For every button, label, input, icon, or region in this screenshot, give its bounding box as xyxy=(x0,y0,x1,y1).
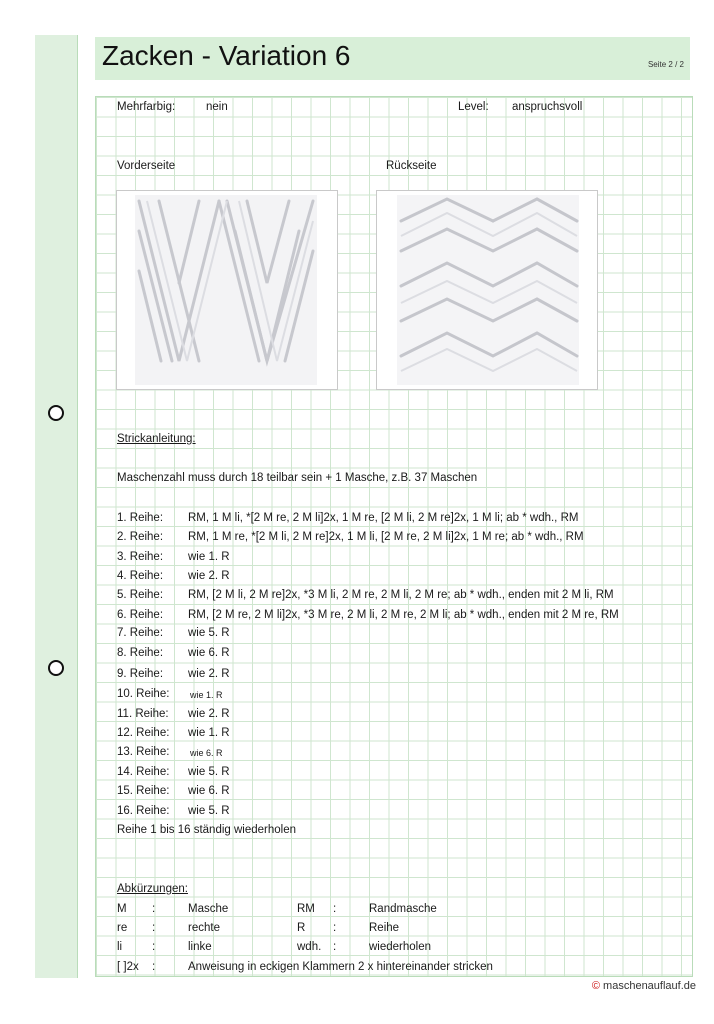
row-text: wie 2. R xyxy=(188,708,230,720)
row-text: wie 2. R xyxy=(188,668,230,680)
abbreviations-heading: Abkürzungen: xyxy=(117,883,188,895)
multicolor-label: Mehrfarbig: xyxy=(117,101,176,113)
row-text: RM, [2 M re, 2 M li]2x, *3 M re, 2 M li, 2 M re, 2 M li; ab * wdh., enden mit 2 M re, RM xyxy=(188,609,619,621)
row-label: 1. Reihe: xyxy=(117,512,164,524)
row-label: 7. Reihe: xyxy=(117,627,164,639)
multicolor-value: nein xyxy=(206,101,228,113)
row-text: wie 6. R xyxy=(188,647,230,659)
row-label: 5. Reihe: xyxy=(117,589,164,601)
row-text: RM, [2 M li, 2 M re]2x, *3 M li, 2 M re, 2 M li, 2 M re; ab * wdh., enden mit 2 M li, RM xyxy=(188,589,614,601)
row-text: wie 1. R xyxy=(188,727,230,739)
row-text: RM, 1 M li, *[2 M re, 2 M li]2x, 1 M re, [2 M li, 2 M re]2x, 1 M li; ab * wdh., RM xyxy=(188,512,579,524)
row-text: wie 1. R xyxy=(188,551,230,563)
row-label: 14. Reihe: xyxy=(117,766,170,778)
row-text: wie 6. R xyxy=(190,748,223,758)
abbr-meaning: Randmasche xyxy=(369,903,437,915)
copyright-footer xyxy=(592,980,696,992)
row-label: 6. Reihe: xyxy=(117,609,164,621)
row-label: 4. Reihe: xyxy=(117,570,164,582)
row-text: wie 5. R xyxy=(188,805,230,817)
abbr-colon: : xyxy=(152,922,156,934)
row-label: 3. Reihe: xyxy=(117,551,164,563)
row-text: wie 1. R xyxy=(190,690,223,700)
copyright-symbol: © xyxy=(591,980,600,992)
repeat-note: Reihe 1 bis 16 ständig wiederholen xyxy=(117,824,297,836)
row-label: 12. Reihe: xyxy=(117,727,170,739)
title-bar xyxy=(95,37,690,80)
row-text: RM, 1 M re, *[2 M li, 2 M re]2x, 1 M li, [2 M re, 2 M li]2x, 1 M re; ab * wdh., RM xyxy=(188,531,584,543)
row-text: wie 6. R xyxy=(188,785,230,797)
abbr-colon: : xyxy=(333,903,337,915)
knit-chevron-back-image xyxy=(377,191,597,389)
row-text: wie 5. R xyxy=(188,766,230,778)
page-title: Zacken - Variation 6 xyxy=(102,40,351,71)
abbr-colon: : xyxy=(333,941,337,953)
abbr-term: li xyxy=(117,941,123,953)
front-knit-photo xyxy=(116,190,338,390)
row-label: 11. Reihe: xyxy=(117,708,169,720)
abbr-meaning: Reihe xyxy=(369,922,400,934)
site-link[interactable]: maschenauflauf.de xyxy=(603,980,696,992)
stitch-count-note: Maschenzahl muss durch 18 teilbar sein + 1 Masche, z.B. 37 Maschen xyxy=(117,472,478,484)
binder-ring-top xyxy=(48,405,64,421)
row-label: 16. Reihe: xyxy=(117,805,170,817)
abbr-term: wdh. xyxy=(297,941,322,953)
abbr-meaning: Masche xyxy=(188,903,229,915)
abbr-colon: : xyxy=(152,903,156,915)
row-label: 13. Reihe: xyxy=(117,746,170,758)
abbr-term: [ ]2x xyxy=(117,961,139,973)
binder-strip xyxy=(35,35,78,978)
abbr-term: RM xyxy=(297,903,315,915)
page-number: Seite 2 / 2 xyxy=(647,60,684,69)
abbr-term: R xyxy=(297,922,306,934)
abbr-colon: : xyxy=(152,941,156,953)
row-label: 10. Reihe: xyxy=(117,688,170,700)
abbr-term: re xyxy=(117,922,128,934)
abbr-colon: : xyxy=(333,922,337,934)
row-text: wie 5. R xyxy=(188,627,230,639)
row-label: 2. Reihe: xyxy=(117,531,164,543)
abbr-meaning: rechte xyxy=(188,922,220,934)
binder-ring-bottom xyxy=(48,660,64,676)
row-label: 15. Reihe: xyxy=(117,785,170,797)
level-value: anspruchsvoll xyxy=(512,101,583,113)
abbr-meaning: linke xyxy=(188,941,212,953)
abbr-meaning: Anweisung in eckigen Klammern 2 x hintereinander stricken xyxy=(188,961,493,973)
abbr-colon: : xyxy=(152,961,156,973)
abbr-meaning: wiederholen xyxy=(369,941,432,953)
back-knit-photo xyxy=(376,190,598,390)
abbr-term: M xyxy=(117,903,127,915)
row-label: 8. Reihe: xyxy=(117,647,164,659)
level-label: Level: xyxy=(458,101,489,113)
front-label: Vorderseite xyxy=(117,160,176,172)
instructions-heading: Strickanleitung: xyxy=(117,433,196,445)
row-text: wie 2. R xyxy=(188,570,230,582)
row-label: 9. Reihe: xyxy=(117,668,164,680)
knit-chevron-front-image xyxy=(117,191,337,389)
back-label: Rückseite xyxy=(386,160,437,172)
